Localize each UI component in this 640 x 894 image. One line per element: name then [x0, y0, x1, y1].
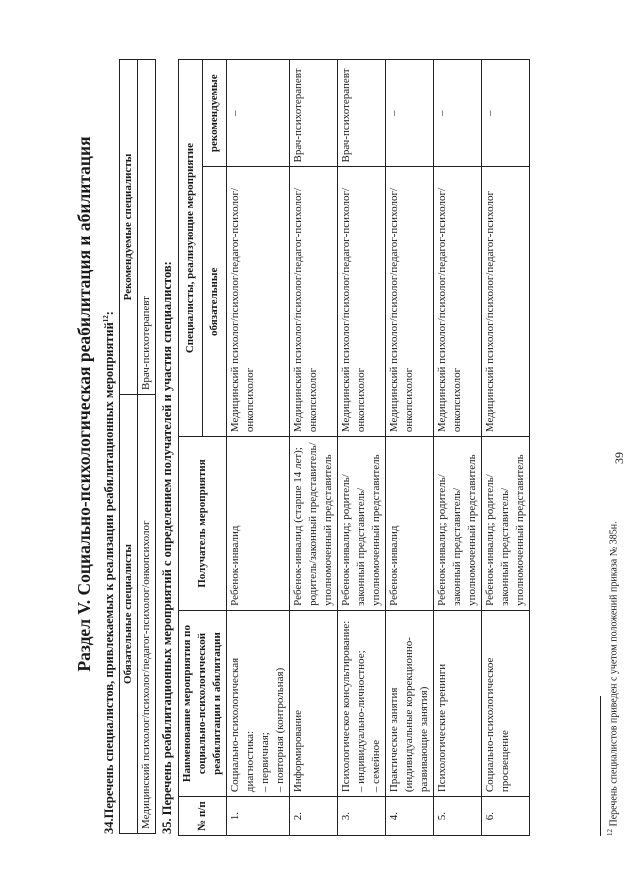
row-num: 5.: [434, 797, 482, 836]
row-name-sub2: – семейное: [370, 739, 382, 793]
row-recipient: Ребенок-инвалид; родитель/законный представитель/уполномоченный представитель: [482, 437, 530, 611]
row-name-sub1: – индивидуально-личностное;: [355, 650, 367, 793]
row-required: Медицинский психолог/психолог/педагог-психолог/онкопсихолог: [338, 167, 386, 437]
measures-header-row: [179, 60, 203, 836]
row-recommended: –: [482, 60, 530, 167]
row-required: Медицинский психолог/психолог/педагог-психолог/онкопсихолог: [227, 167, 290, 437]
row-name: Информирование: [290, 610, 338, 796]
item34-title: 34.Перечень специалистов, привлекаемых к реализации реабилитационных мероприятий: [102, 322, 117, 834]
row-required: Медицинский психолог/психолог/педагог-психолог/онкопсихолог: [386, 167, 434, 437]
page-number: 39: [612, 452, 626, 464]
footnote-divider: [600, 696, 601, 836]
table-row: [227, 60, 290, 836]
item34-heading: [102, 311, 117, 834]
item34-title-end: :: [102, 311, 117, 316]
section-title: Раздел V. Социально-психологическая реабилитация и абилитация: [74, 136, 94, 672]
footnote-mark: 12: [606, 829, 614, 836]
row-recommended: –: [434, 60, 482, 167]
table-row: [338, 60, 386, 836]
row-num: 6.: [482, 797, 530, 836]
row-name: [227, 610, 290, 796]
row-name: Социально-психологическое просвещение: [482, 610, 530, 796]
col-recommended-specialists: Рекомендуемые специалисты: [120, 60, 138, 395]
header-recipient: Получатель мероприятия: [179, 437, 227, 611]
header-specialists: Специалисты, реализующие мероприятие: [179, 60, 203, 437]
header-recommended: рекомендуемые: [203, 60, 227, 167]
row-recommended: Врач-психотерапевт: [290, 60, 338, 167]
footnote-ref: 12: [102, 315, 110, 323]
row-num: 3.: [338, 797, 386, 836]
row-name: Практические занятия (индивидуальные коррекционно-развивающие занятия): [386, 610, 434, 796]
row-num: 4.: [386, 797, 434, 836]
footnote-text: Перечень специалистов приведен с учетом положений приказа № 385н.: [608, 521, 620, 827]
row-num: 1.: [227, 797, 290, 836]
item35-heading: 35. Перечень реабилитационных мероприятий с определением получателей и участия специалистов:: [160, 261, 174, 834]
specialists-header-row: [120, 60, 138, 834]
row-recommended: Врач-психотерапевт: [338, 60, 386, 167]
footnote: [606, 521, 619, 836]
table-row: [482, 60, 530, 836]
row-recommended: –: [227, 60, 290, 167]
row-name-text: Психологическое консультирование:: [340, 620, 352, 793]
row-required: Медицинский психолог/психолог/педагог-психолог/онкопсихолог: [434, 167, 482, 437]
row-recipient: Ребенок-инвалид; родитель/законный представитель/уполномоченный представитель: [434, 437, 482, 611]
row-name-sub1: – первичная;: [259, 732, 271, 793]
table-row: [386, 60, 434, 836]
recommended-specialists: Врач-психотерапевт: [138, 60, 156, 395]
row-num: 2.: [290, 797, 338, 836]
row-recipient: Ребенок-инвалид (старше 14 лет); родитель/законный представитель/уполномоченный представитель: [290, 437, 338, 611]
row-recipient: Ребенок-инвалид: [227, 437, 290, 611]
row-recipient: Ребенок-инвалид; родитель/законный представитель/уполномоченный представитель: [338, 437, 386, 611]
table-row: [434, 60, 482, 836]
col-required-specialists: Обязательные специалисты: [120, 395, 138, 834]
table-row: [290, 60, 338, 836]
specialists-row: [138, 60, 156, 834]
row-name-text: Социально-психологическая диагностика:: [229, 657, 256, 793]
measures-table: [178, 59, 530, 836]
row-name: [338, 610, 386, 796]
specialists-table: [119, 59, 156, 834]
header-num: № п/п: [179, 797, 227, 836]
header-required: обязательные: [203, 167, 227, 437]
row-required: Медицинский психолог/психолог/педагог-психолог: [482, 167, 530, 437]
required-specialists: Медицинский психолог/психолог/педагог-психолог/онкопсихолог: [138, 395, 156, 834]
row-recipient: Ребенок-инвалид: [386, 437, 434, 611]
header-name: Наименование мероприятия по социально-психологической реабилитации и абилитации: [179, 610, 227, 796]
row-recommended: –: [386, 60, 434, 167]
row-required: Медицинский психолог/психолог/педагог-психолог/онкопсихолог: [290, 167, 338, 437]
row-name: Психологические тренинги: [434, 610, 482, 796]
row-name-sub2: – повторная (контрольная): [274, 667, 286, 793]
